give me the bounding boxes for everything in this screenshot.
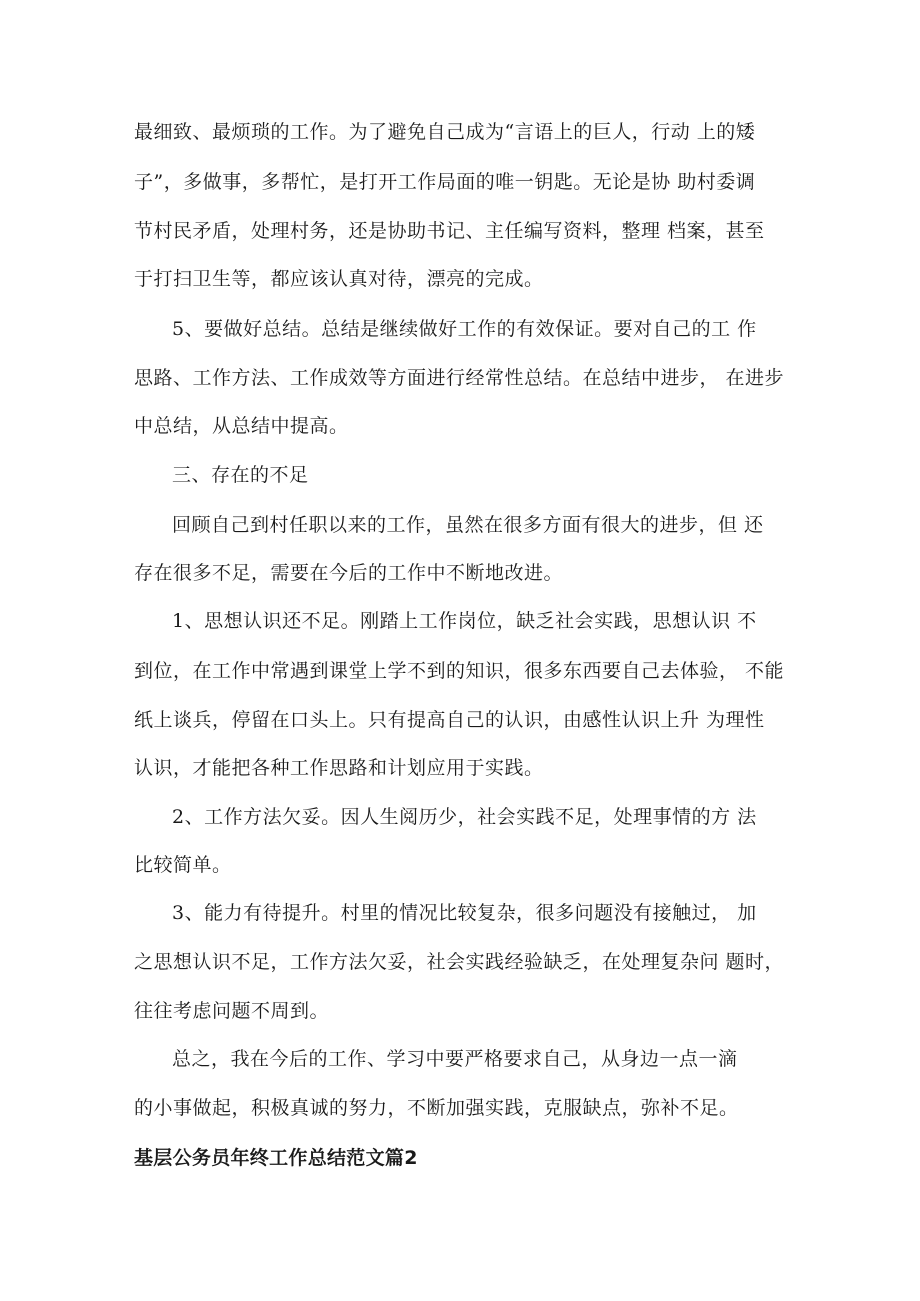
- text-line: 5、要做好总结。总结是继续做好工作的有效保证。要对自己的工 作: [172, 318, 757, 340]
- text-line: 纸上谈兵，停留在口头上。只有提高自己的认识，由感性认识上升 为理性: [134, 709, 765, 731]
- text-line: 到位，在工作中常遇到课堂上学不到的知识，很多东西要自己去体验， 不能: [134, 660, 785, 682]
- text-line: 2、工作方法欠妥。因人生阅历少，社会实践不足，处理事情的方 法: [172, 806, 757, 828]
- text-line: 之思想认识不足，工作方法欠妥，社会实践经验缺乏，在处理复杂问 题时，: [134, 951, 785, 973]
- subsection-title: 三、存在的不足: [172, 464, 309, 486]
- text-line: 1、思想认识还不足。刚踏上工作岗位，缺乏社会实践，思想认识 不: [172, 610, 757, 632]
- text-line: 存在很多不足，需要在今后的工作中不断地改进。: [134, 562, 564, 584]
- text-line: 于打扫卫生等，都应该认真对待，漂亮的完成。: [134, 268, 544, 290]
- text-line: 的小事做起，积极真诚的努力，不断加强实践，克服缺点，弥补不足。: [134, 1097, 739, 1119]
- text-line: 认识，才能把各种工作思路和计划应用于实践。: [134, 757, 544, 779]
- text-line: 思路、工作方法、工作成效等方面进行经常性总结。在总结中进步， 在进步: [134, 367, 785, 389]
- text-line: 比较简单。: [134, 854, 232, 876]
- section-heading: 基层公务员年终工作总结范文篇2: [134, 1147, 418, 1169]
- text-line: 往往考虑问题不周到。: [134, 1000, 330, 1022]
- text-line: 回顾自己到村任职以来的工作，虽然在很多方面有很大的进步，但 还: [172, 514, 764, 536]
- text-line: 3、能力有待提升。村里的情况比较复杂，很多问题没有接触过， 加: [172, 902, 757, 924]
- text-line: 总之，我在今后的工作、学习中要严格要求自己，从身边一点一滴: [172, 1048, 738, 1070]
- text-line: 中总结，从总结中提高。: [134, 415, 349, 437]
- text-line: 最细致、最烦琐的工作。为了避免自己成为“言语上的巨人，行动 上的矮: [134, 121, 756, 143]
- text-line: 节村民矛盾，处理村务，还是协助书记、主任编写资料，整理 档案，甚至: [134, 220, 765, 242]
- text-line: 子”，多做事，多帮忙，是打开工作局面的唯一钥匙。无论是协 助村委调: [134, 171, 756, 193]
